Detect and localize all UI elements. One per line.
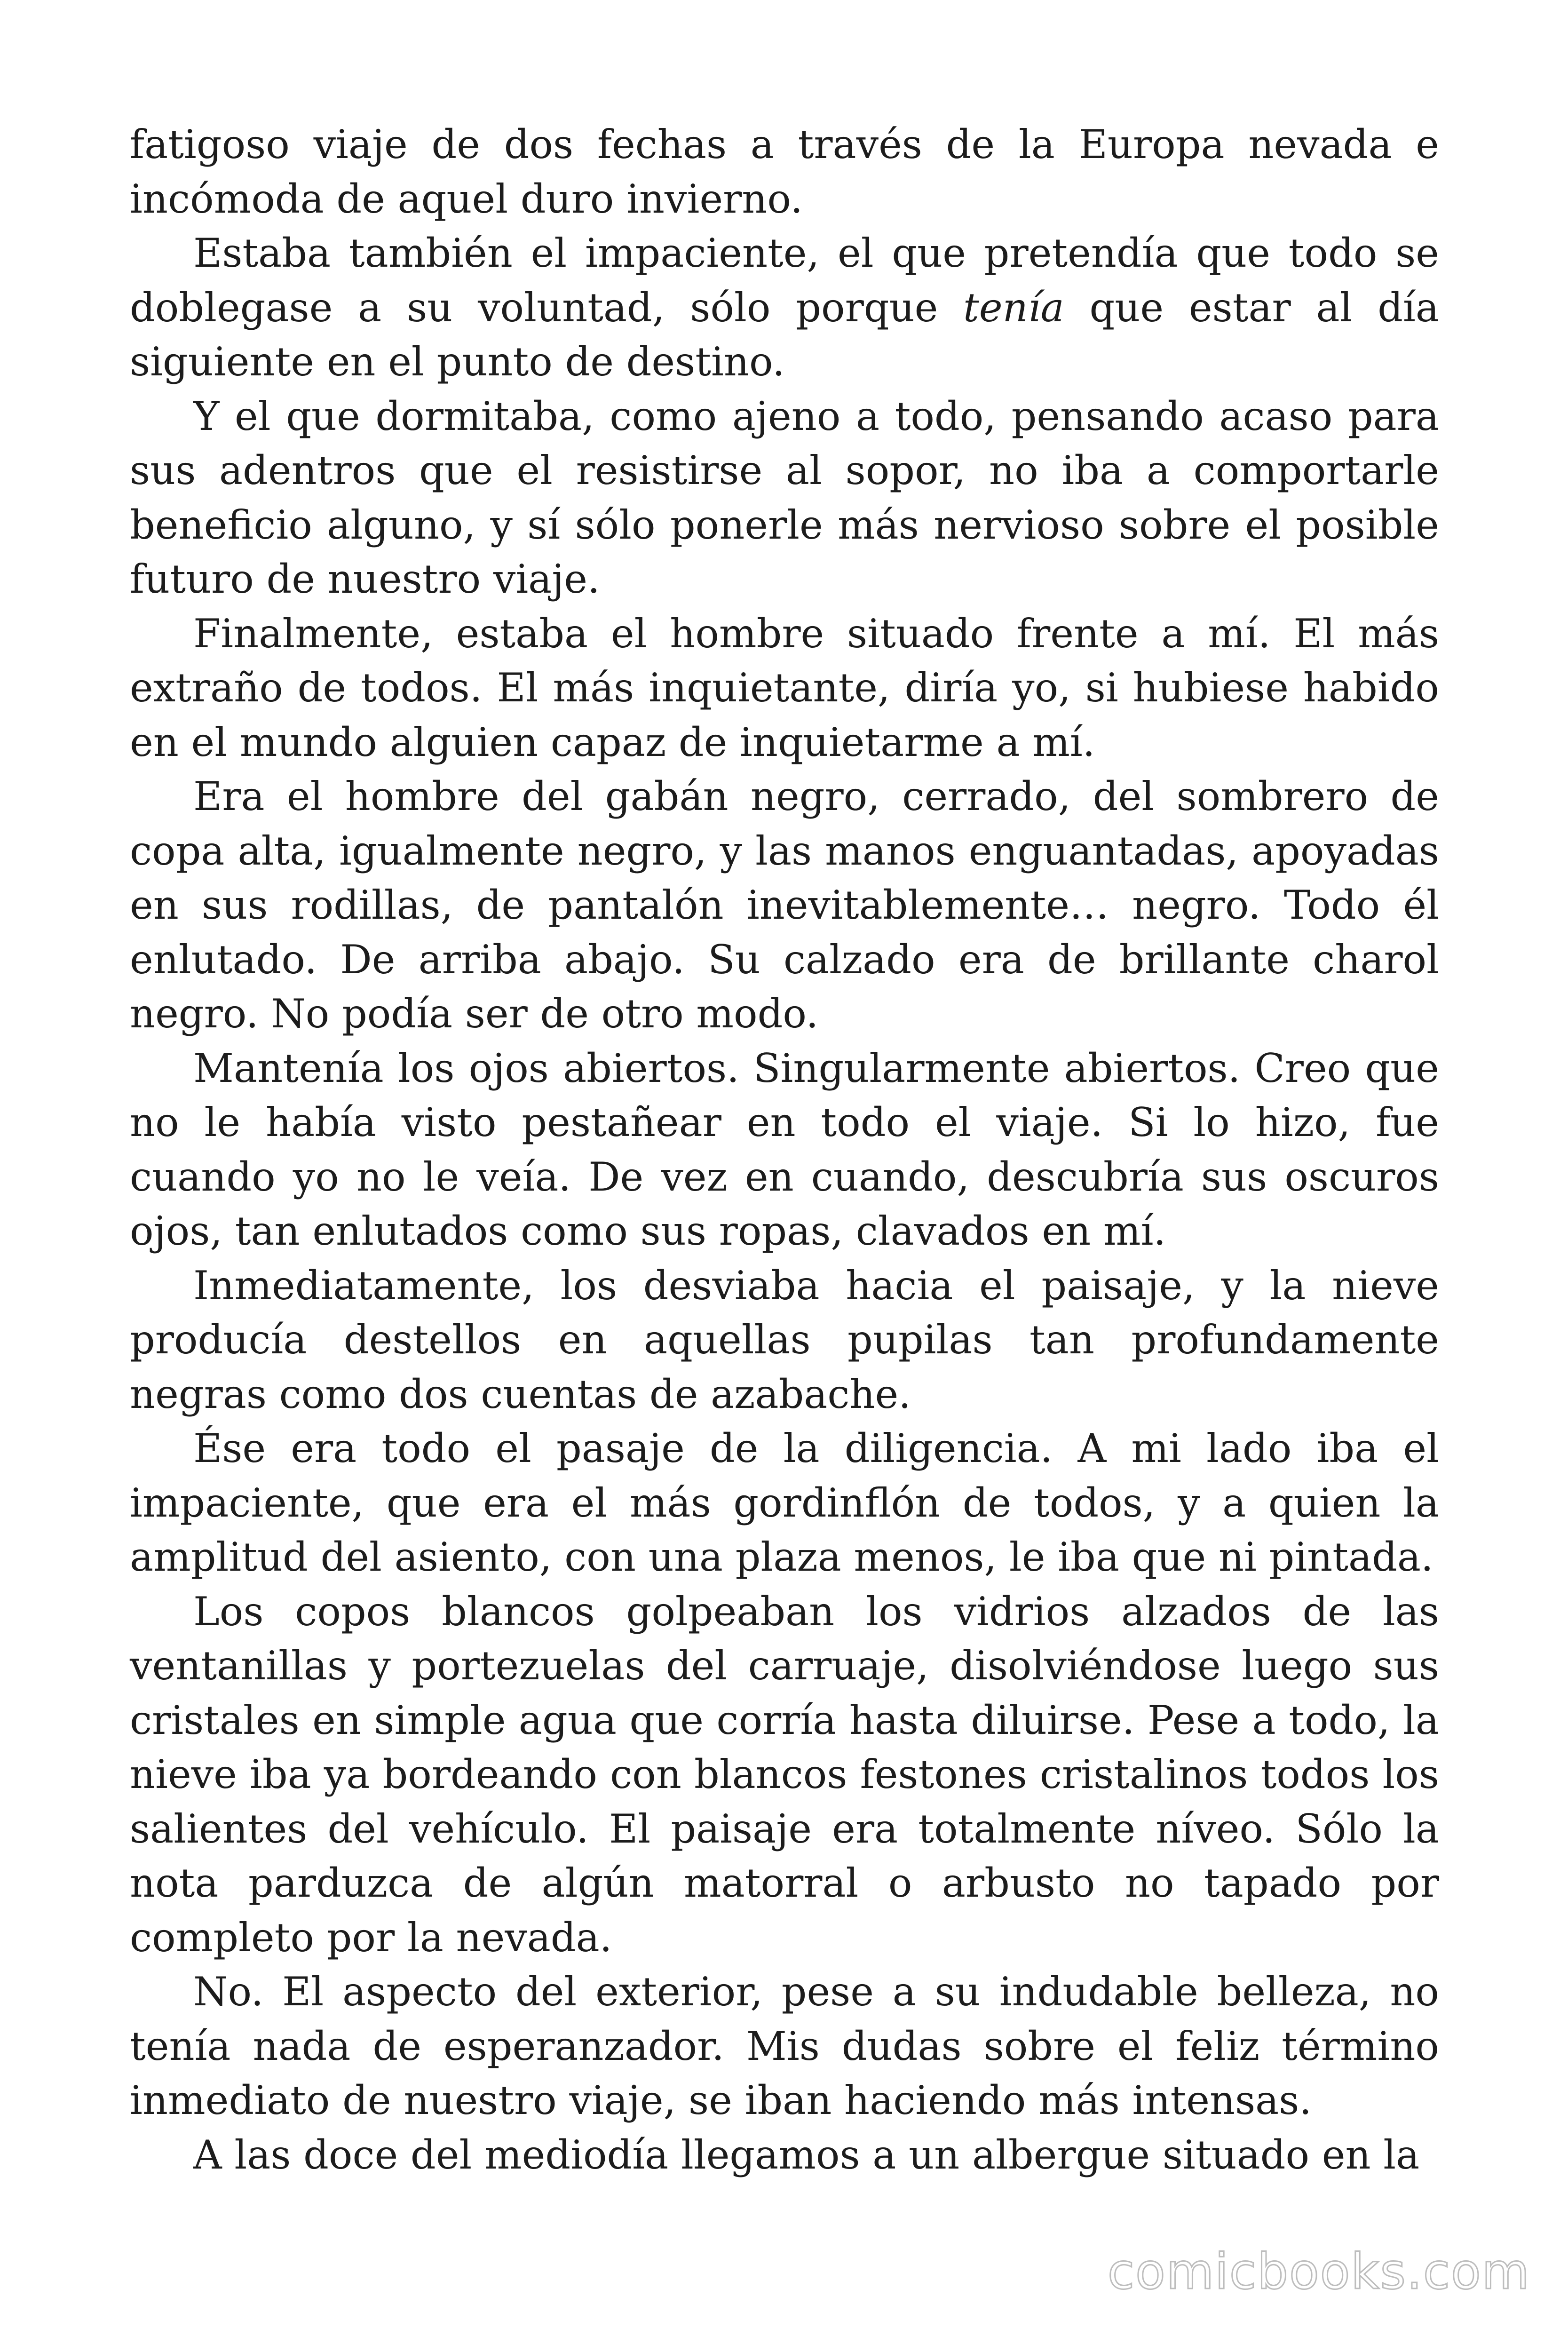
paragraph (130, 2128, 1439, 2183)
paragraph (130, 1422, 1439, 1585)
emphasis-text: tenía (963, 284, 1064, 331)
paragraph-text: No. El aspecto del exterior, pese a su indudable belleza, no tenía nada de esperanzador. Mis dudas sobre el feliz término inmediato de nuestro viaje, se iban haciendo más intensas. (130, 1969, 1439, 2123)
paragraph-text: Y el que dormitaba, como ajeno a todo, pensando acaso para sus adentros que el resistirse al sopor, no iba a comportarle beneficio alguno, y sí sólo ponerle más nervioso sobre el posible futuro de nuestro viaje. (130, 393, 1439, 602)
paragraph-text: Los copos blancos golpeaban los vidrios alzados de las ventanillas y portezuelas del carruaje, disolviéndose luego sus cristales en simple agua que corría hasta diluirse. Pese a todo, la nieve iba ya bordeando con blancos festones cristalinos todos los salientes del vehículo. El paisaje era totalmente níveo. Sólo la nota parduzca de algún matorral o arbusto no tapado por completo por la nevada. (130, 1588, 1439, 1961)
page-body (130, 118, 1439, 2182)
paragraph-text: Mantenía los ojos abiertos. Singularmente abiertos. Creo que no le había visto pestañear en todo el viaje. Si lo hizo, fue cuando yo no le veía. De vez en cuando, descubría sus oscuros ojos, tan enlutados como sus ropas, clavados en mí. (130, 1045, 1439, 1254)
paragraph (130, 1041, 1439, 1259)
paragraph (130, 607, 1439, 770)
paragraph (130, 118, 1439, 226)
paragraph-text: Finalmente, estaba el hombre situado frente a mí. El más extraño de todos. El más inquietante, diría yo, si hubiese habido en el mundo alguien capaz de inquietarme a mí. (130, 610, 1439, 765)
paragraph-text: Inmediatamente, los desviaba hacia el paisaje, y la nieve producía destellos en aquellas pupilas tan profundamente negras como dos cuentas de azabache. (130, 1262, 1439, 1417)
paragraph-text: fatigoso viaje de dos fechas a través de la Europa nevada e incómoda de aquel duro invierno. (130, 121, 1439, 222)
paragraph (130, 1585, 1439, 1965)
paragraph-text: que estar al día siguiente en el punto de destino. (130, 284, 1439, 385)
paragraph-text: Era el hombre del gabán negro, cerrado, del sombrero de copa alta, igualmente negro, y las manos enguantadas, apoyadas en sus rodillas, de pantalón inevitablemente… negro. Todo él enlutado. De arriba abajo. Su calzado era de brillante charol negro. No podía ser de otro modo. (130, 773, 1439, 1037)
paragraph (130, 1259, 1439, 1422)
paragraph-text: Estaba también el impaciente, el que pretendía que todo se doblegase a su voluntad, sólo porque (130, 230, 1439, 331)
paragraph (130, 770, 1439, 1041)
paragraph (130, 226, 1439, 389)
paragraph (130, 1965, 1439, 2128)
paragraph-text: Ése era todo el pasaje de la diligencia. A mi lado iba el impaciente, que era el más gordinflón de todos, y a quien la amplitud del asiento, con una plaza menos, le iba que ni pintada. (130, 1425, 1439, 1580)
paragraph (130, 389, 1439, 607)
paragraph-text: A las doce del mediodía llegamos a un albergue situado en la (193, 2131, 1420, 2178)
watermark-logo: comicbooks.com (1107, 2243, 1530, 2300)
